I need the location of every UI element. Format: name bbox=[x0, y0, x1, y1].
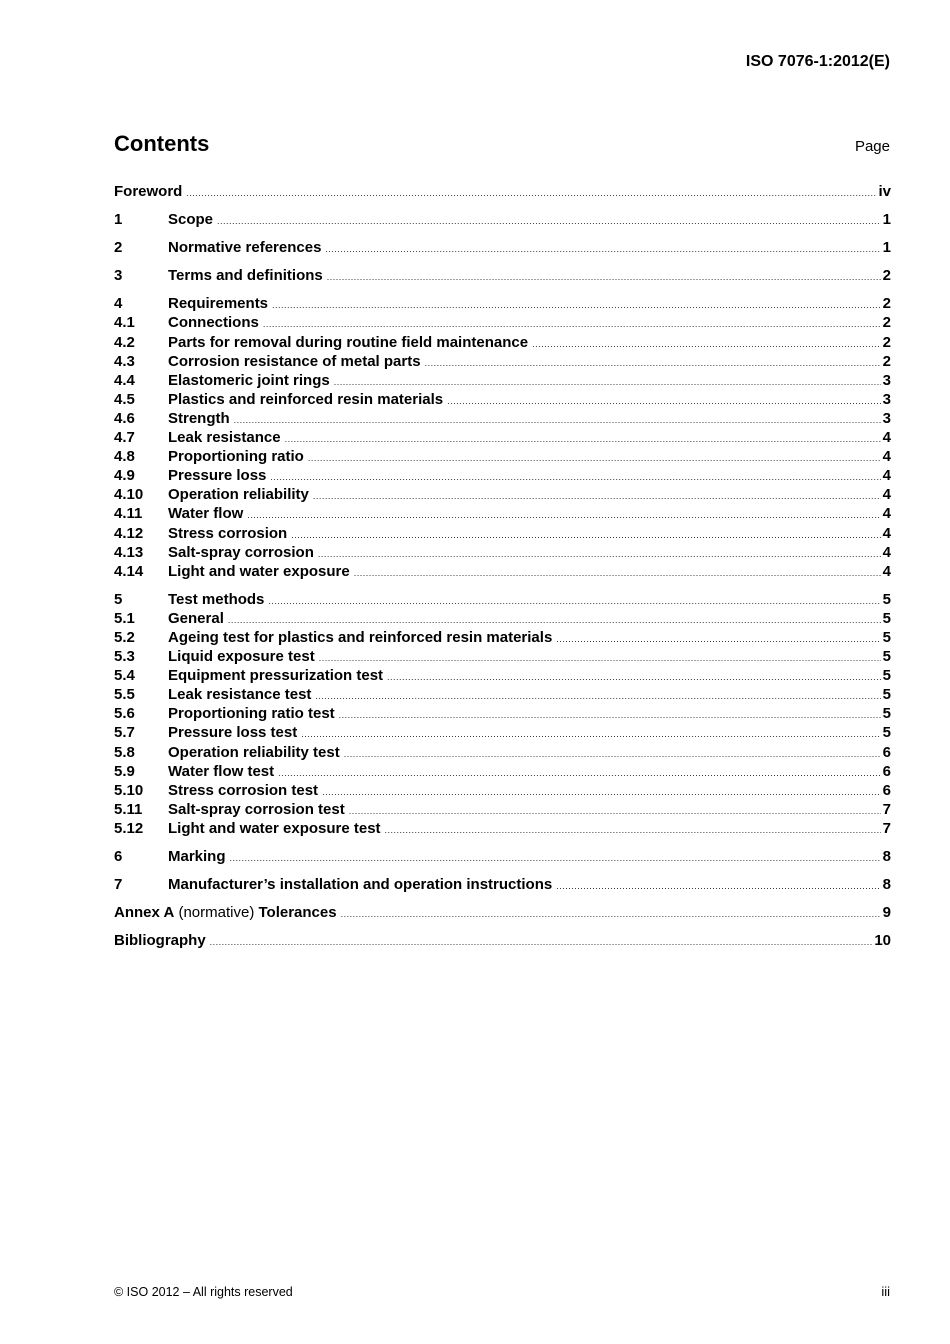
toc-entry-title bbox=[168, 819, 381, 838]
toc-dot-leader bbox=[315, 687, 880, 706]
toc-entry-title-text: Proportioning ratio test bbox=[168, 705, 335, 723]
toc-dot-leader bbox=[339, 706, 881, 725]
toc-dot-leader bbox=[230, 849, 881, 868]
toc-entry-number: 4.9 bbox=[114, 467, 135, 485]
toc-dot-leader bbox=[234, 411, 881, 430]
toc-entry-number: 4.1 bbox=[114, 314, 135, 332]
toc-entry[interactable] bbox=[114, 485, 891, 504]
toc-entry-number: 5.5 bbox=[114, 686, 135, 704]
toc-entry-title-text: Operation reliability test bbox=[168, 743, 340, 761]
toc-entry-title bbox=[168, 666, 383, 685]
toc-entry-title-text: Salt-spray corrosion bbox=[168, 543, 314, 561]
toc-dot-leader bbox=[325, 240, 880, 259]
toc-entry[interactable] bbox=[114, 352, 891, 371]
toc-entry-page: 4 bbox=[882, 467, 891, 485]
toc-entry[interactable] bbox=[114, 409, 891, 428]
toc-entry-title-text: Parts for removal during routine field maintenance bbox=[168, 333, 529, 351]
toc-entry[interactable] bbox=[114, 647, 891, 666]
toc-dot-leader bbox=[308, 449, 881, 468]
toc-entry-title bbox=[168, 409, 230, 428]
toc-dot-leader bbox=[349, 802, 881, 821]
toc-entry[interactable] bbox=[114, 609, 891, 628]
toc-entry[interactable] bbox=[114, 819, 891, 838]
toc-entry-title bbox=[168, 294, 268, 313]
toc-entry-page: 4 bbox=[882, 429, 891, 447]
toc-dot-leader bbox=[556, 630, 880, 649]
toc-entry-page: 3 bbox=[882, 409, 891, 427]
toc-entry-page: 6 bbox=[882, 743, 891, 761]
toc-entry-title-text: Strength bbox=[168, 409, 230, 427]
toc-entry[interactable] bbox=[114, 875, 891, 894]
toc-entry[interactable] bbox=[114, 723, 891, 742]
toc-entry[interactable] bbox=[114, 238, 891, 257]
toc-dot-leader bbox=[354, 564, 881, 583]
toc-entry[interactable] bbox=[114, 931, 891, 950]
toc-entry-page: 5 bbox=[882, 705, 891, 723]
toc-entry-page: 2 bbox=[882, 267, 891, 285]
toc-entry-title bbox=[168, 562, 350, 581]
toc-entry-title bbox=[168, 543, 314, 562]
toc-entry-number: 5.2 bbox=[114, 628, 135, 646]
toc-entry-title-text: Operation reliability bbox=[168, 486, 309, 504]
toc-dot-leader bbox=[210, 933, 873, 952]
toc-entry-page: 2 bbox=[882, 314, 891, 332]
toc-dot-leader bbox=[344, 745, 881, 764]
toc-entry-page: 4 bbox=[882, 562, 891, 580]
toc-dot-leader bbox=[318, 545, 881, 564]
toc-dot-leader bbox=[217, 212, 881, 231]
toc-entry-page: 1 bbox=[882, 239, 891, 257]
toc-entry[interactable] bbox=[114, 781, 891, 800]
toc-dot-leader bbox=[278, 764, 881, 783]
toc-entry-number: 4.13 bbox=[114, 543, 144, 561]
toc-entry-number: 5 bbox=[114, 590, 123, 608]
toc-entry[interactable] bbox=[114, 762, 891, 781]
document-id: ISO 7076-1:2012(E) bbox=[745, 53, 890, 70]
toc-entry[interactable] bbox=[114, 704, 891, 723]
toc-entry-title bbox=[168, 781, 318, 800]
toc-entry[interactable] bbox=[114, 333, 891, 352]
toc-entry-page: 4 bbox=[882, 448, 891, 466]
toc-entry-title-text: Connections bbox=[168, 314, 259, 332]
toc-entry[interactable] bbox=[114, 504, 891, 523]
toc-entry-title-text: Foreword bbox=[114, 183, 183, 200]
toc-dot-leader bbox=[186, 184, 876, 203]
toc-entry[interactable] bbox=[114, 371, 891, 390]
toc-entry-page: 5 bbox=[882, 686, 891, 704]
toc-entry[interactable] bbox=[114, 428, 891, 447]
toc-entry-title bbox=[168, 333, 528, 352]
toc-entry[interactable] bbox=[114, 562, 891, 581]
toc-entry-title-text: Water flow test bbox=[168, 762, 275, 780]
toc-entry-page: 7 bbox=[882, 800, 891, 818]
toc-entry[interactable] bbox=[114, 590, 891, 609]
toc-dot-leader bbox=[272, 296, 881, 315]
toc-entry-title bbox=[168, 371, 330, 390]
toc-entry[interactable] bbox=[114, 847, 891, 866]
toc-entry[interactable] bbox=[114, 524, 891, 543]
toc-entry-title bbox=[114, 931, 206, 950]
toc-dot-leader bbox=[532, 335, 881, 354]
toc-entry-page: 4 bbox=[882, 543, 891, 561]
toc-entry-number: 3 bbox=[114, 267, 123, 285]
toc-entry-number: 5.1 bbox=[114, 609, 135, 627]
toc-entry-title-text: Pressure loss test bbox=[168, 724, 298, 742]
toc-entry-title bbox=[168, 210, 213, 229]
toc-entry-number: 7 bbox=[114, 876, 123, 894]
toc-entry-title bbox=[168, 447, 304, 466]
toc-dot-leader bbox=[322, 783, 881, 802]
toc-entry-title bbox=[168, 762, 274, 781]
toc-entry-page: 3 bbox=[882, 371, 891, 389]
toc-entry[interactable] bbox=[114, 466, 891, 485]
toc-entry-page: 8 bbox=[882, 848, 891, 865]
toc-entry-number: 5.6 bbox=[114, 705, 135, 723]
toc-entry[interactable] bbox=[114, 666, 891, 685]
toc-entry-page: 5 bbox=[882, 648, 891, 666]
toc-entry-title-text: Light and water exposure test bbox=[168, 819, 381, 837]
toc-entry[interactable] bbox=[114, 903, 891, 922]
table-of-contents bbox=[114, 182, 891, 950]
toc-entry[interactable] bbox=[114, 266, 891, 285]
toc-entry-page: 7 bbox=[882, 819, 891, 837]
toc-entry[interactable] bbox=[114, 210, 891, 229]
contents-title: Contents bbox=[114, 131, 210, 156]
toc-entry-title-text: Water flow bbox=[168, 505, 244, 523]
toc-dot-leader bbox=[268, 592, 880, 611]
page-column-label: Page bbox=[854, 138, 890, 155]
toc-entry-number: 4.6 bbox=[114, 409, 135, 427]
toc-entry-title-text: Requirements bbox=[168, 295, 269, 313]
toc-entry-title-text: Light and water exposure bbox=[168, 562, 350, 580]
toc-entry-number: 5.7 bbox=[114, 724, 135, 742]
toc-entry-title bbox=[168, 628, 552, 647]
toc-entry-page: 10 bbox=[874, 932, 891, 950]
toc-entry-number: 5.9 bbox=[114, 762, 135, 780]
toc-entry-title bbox=[168, 238, 321, 257]
toc-entry[interactable] bbox=[114, 743, 891, 762]
toc-entry-title-text: Terms and definitions bbox=[168, 267, 323, 285]
toc-entry-title bbox=[168, 266, 323, 285]
toc-entry-number: 4.8 bbox=[114, 448, 135, 466]
copyright-notice: © ISO 2012 – All rights reserved bbox=[114, 1285, 293, 1299]
toc-entry-title bbox=[168, 743, 340, 762]
toc-entry-title-text: Ageing test for plastics and reinforced resin materials bbox=[168, 628, 553, 646]
toc-entry-page: iv bbox=[878, 183, 891, 200]
toc-dot-leader bbox=[387, 668, 881, 687]
toc-entry-number: 5.10 bbox=[114, 781, 144, 799]
toc-entry-title bbox=[114, 903, 337, 922]
toc-entry-title-text: Bibliography bbox=[114, 932, 206, 950]
toc-entry-title-text: Proportioning ratio bbox=[168, 448, 304, 466]
toc-entry-page: 2 bbox=[882, 352, 891, 370]
toc-entry-page: 8 bbox=[882, 876, 891, 894]
toc-entry-title bbox=[168, 428, 281, 447]
toc-entry-number: 4.3 bbox=[114, 352, 135, 370]
toc-entry-title bbox=[168, 485, 309, 504]
toc-entry-title-text: Manufacturer’s installation and operation instructions bbox=[168, 876, 553, 894]
toc-entry-title-text: Elastomeric joint rings bbox=[168, 371, 330, 389]
toc-entry-title bbox=[168, 590, 264, 609]
toc-entry-title-text: Test methods bbox=[168, 590, 265, 608]
toc-entry-number: 4.11 bbox=[114, 505, 143, 523]
toc-entry-title-text: Liquid exposure test bbox=[168, 648, 315, 666]
toc-entry-number: 5.12 bbox=[114, 819, 144, 837]
toc-entry-title-text: Stress corrosion test bbox=[168, 781, 319, 799]
toc-entry-page: 4 bbox=[882, 505, 891, 523]
toc-entry-title-text: Stress corrosion bbox=[168, 524, 288, 542]
toc-entry-page: 3 bbox=[882, 390, 891, 408]
toc-entry-title bbox=[168, 704, 335, 723]
toc-entry-number: 4.7 bbox=[114, 429, 135, 447]
toc-dot-leader bbox=[247, 506, 880, 525]
toc-entry-title-text: General bbox=[168, 609, 224, 627]
toc-entry-number: 1 bbox=[114, 211, 123, 229]
toc-entry-number: 4.5 bbox=[114, 390, 135, 408]
toc-entry[interactable] bbox=[114, 182, 891, 201]
toc-entry-page: 2 bbox=[882, 295, 891, 313]
toc-entry-title bbox=[168, 875, 552, 894]
toc-dot-leader bbox=[270, 468, 880, 487]
toc-entry-title-text: Normative references bbox=[168, 239, 322, 257]
toc-dot-leader bbox=[425, 354, 881, 373]
toc-entry[interactable] bbox=[114, 800, 891, 819]
toc-entry-title bbox=[168, 466, 266, 485]
toc-entry-number: 4 bbox=[114, 295, 123, 313]
toc-entry-title bbox=[168, 800, 345, 819]
toc-entry-number: 5.11 bbox=[114, 800, 143, 818]
toc-dot-leader bbox=[291, 526, 880, 545]
toc-entry-title bbox=[168, 352, 421, 371]
toc-entry[interactable] bbox=[114, 447, 891, 466]
toc-entry-number: 2 bbox=[114, 239, 123, 257]
page-number: iii bbox=[881, 1284, 890, 1299]
toc-entry-title bbox=[168, 723, 297, 742]
toc-entry-title bbox=[168, 609, 224, 628]
toc-dot-leader bbox=[447, 392, 881, 411]
toc-entry-title-text: Scope bbox=[168, 211, 214, 229]
toc-dot-leader bbox=[313, 487, 881, 506]
toc-entry-page: 4 bbox=[882, 524, 891, 542]
toc-entry-title-text: Annex A bbox=[114, 904, 175, 922]
toc-entry-title-text: Pressure loss bbox=[168, 467, 267, 485]
toc-entry-title-text: Corrosion resistance of metal parts bbox=[168, 352, 421, 370]
toc-entry-title-text: Plastics and reinforced resin materials bbox=[168, 390, 444, 408]
toc-entry-number: 6 bbox=[114, 848, 123, 865]
toc-entry-title-text: Salt-spray corrosion test bbox=[168, 800, 345, 818]
toc-entry-page: 5 bbox=[882, 667, 891, 685]
toc-entry[interactable] bbox=[114, 685, 891, 704]
toc-entry-number: 4.12 bbox=[114, 524, 144, 542]
toc-dot-leader bbox=[301, 725, 880, 744]
toc-entry-title-text: Leak resistance bbox=[168, 429, 281, 447]
toc-entry-number: 4.4 bbox=[114, 371, 135, 389]
toc-entry[interactable] bbox=[114, 628, 891, 647]
toc-entry-page: 9 bbox=[882, 904, 891, 922]
toc-entry-number: 5.4 bbox=[114, 667, 135, 685]
toc-entry-page: 5 bbox=[882, 609, 891, 627]
toc-entry[interactable] bbox=[114, 313, 891, 332]
toc-entry-number: 4.14 bbox=[114, 562, 144, 580]
toc-entry-page: 4 bbox=[882, 486, 891, 504]
toc-entry-title bbox=[168, 847, 226, 866]
toc-entry-title bbox=[168, 390, 443, 409]
toc-entry-title bbox=[168, 524, 287, 543]
toc-entry-title-text: Leak resistance test bbox=[168, 686, 312, 704]
toc-dot-leader bbox=[341, 905, 881, 924]
toc-entry-number: 4.2 bbox=[114, 333, 135, 351]
toc-dot-leader bbox=[319, 649, 881, 668]
toc-entry-page: 5 bbox=[882, 590, 891, 608]
toc-entry-page: 5 bbox=[882, 628, 891, 646]
toc-entry-page: 1 bbox=[882, 211, 891, 229]
toc-entry-title bbox=[168, 685, 311, 704]
toc-dot-leader bbox=[385, 821, 881, 840]
toc-dot-leader bbox=[327, 268, 881, 287]
toc-entry-page: 2 bbox=[882, 333, 891, 351]
toc-entry-title-text: Marking bbox=[168, 848, 226, 865]
toc-entry[interactable] bbox=[114, 543, 891, 562]
toc-entry-page: 5 bbox=[882, 724, 891, 742]
toc-entry-annex-title: Tolerances bbox=[258, 904, 337, 922]
toc-entry-title bbox=[168, 647, 315, 666]
toc-dot-leader bbox=[285, 430, 881, 449]
toc-entry-number: 5.8 bbox=[114, 743, 135, 761]
toc-entry-title bbox=[168, 504, 243, 523]
toc-entry-number: 4.10 bbox=[114, 486, 144, 504]
toc-entry-title bbox=[168, 313, 259, 332]
toc-entry-title-text: Equipment pressurization test bbox=[168, 667, 384, 685]
toc-entry-page: 6 bbox=[882, 762, 891, 780]
toc-entry-annex-type: (normative) bbox=[174, 904, 259, 922]
toc-entry-title bbox=[114, 182, 182, 201]
toc-entry[interactable] bbox=[114, 294, 891, 313]
toc-dot-leader bbox=[556, 877, 880, 896]
toc-entry[interactable] bbox=[114, 390, 891, 409]
toc-entry-number: 5.3 bbox=[114, 648, 135, 666]
toc-entry-page: 6 bbox=[882, 781, 891, 799]
